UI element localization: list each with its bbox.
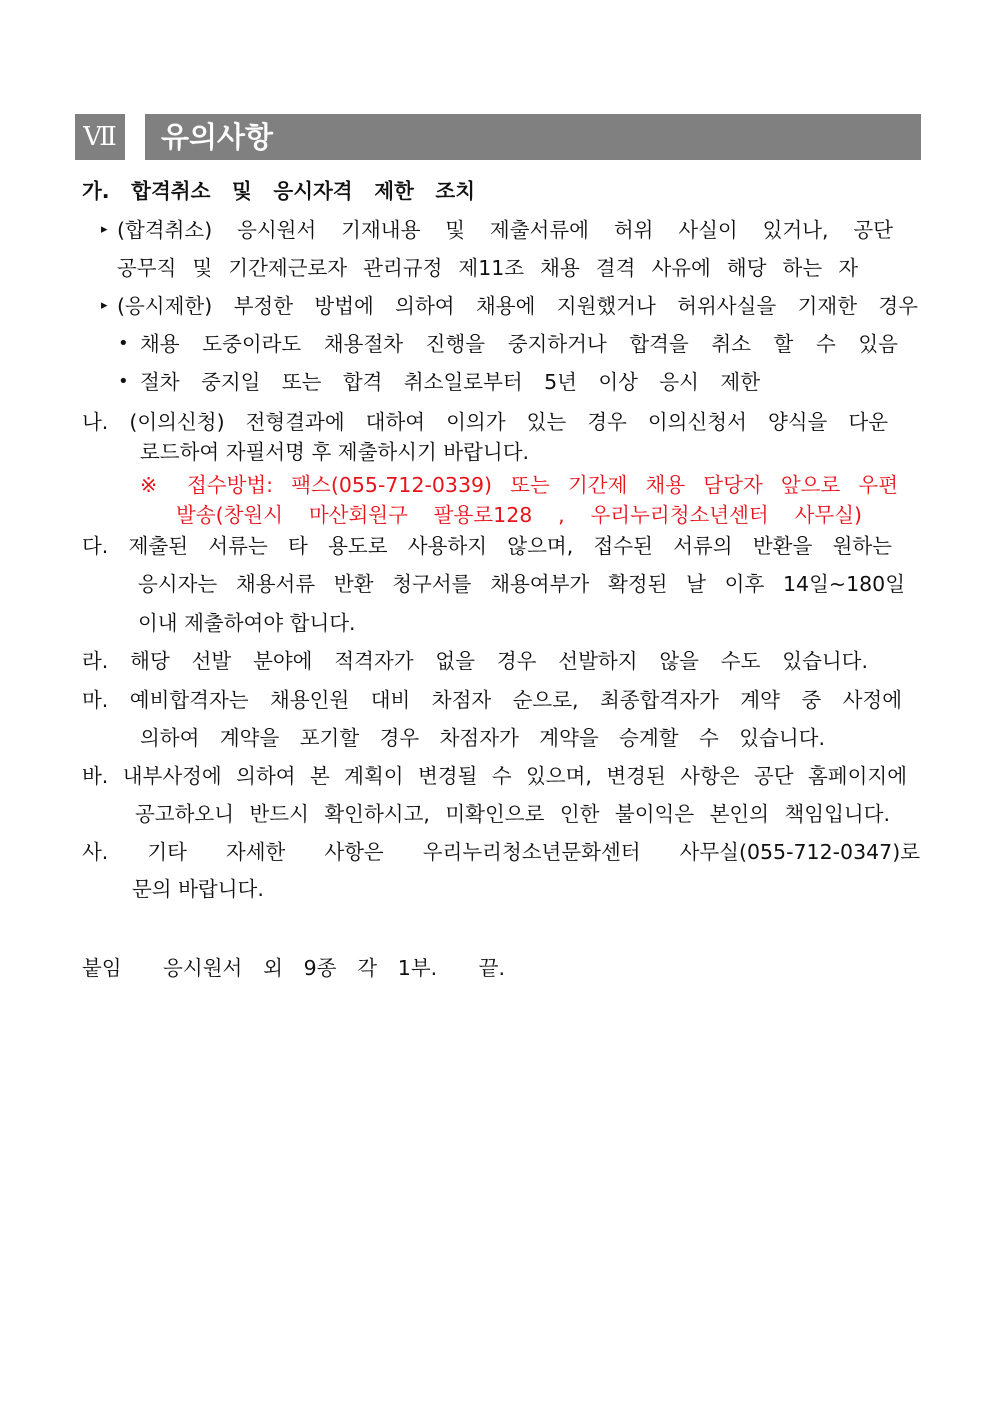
paragraph-da-cont: 이내 제출하여야 합니다. xyxy=(138,611,356,635)
paragraph-sa-cont: 문의 바랍니다. xyxy=(132,877,264,901)
triangle-bullet-icon: ▸ xyxy=(101,298,108,313)
paragraph-sa: 사. 기타 자세한 사항은 우리누리청소년문화센터 사무실(055-712-0347)로 xyxy=(82,840,920,864)
triangle-bullet-icon: ▸ xyxy=(101,222,108,237)
dot-bullet-icon: • xyxy=(118,371,129,392)
list-item: (합격취소) 응시원서 기재내용 및 제출서류에 허위 사실이 있거나, 공단 xyxy=(117,218,893,242)
paragraph-na-cont: 로드하여 자필서명 후 제출하시기 바랍니다. xyxy=(140,440,530,464)
paragraph-ma: 마. 예비합격자는 채용인원 대비 차점자 순으로, 최종합격자가 계약 중 사정에 xyxy=(82,688,902,712)
paragraph-ba-cont: 공고하오니 반드시 확인하시고, 미확인으로 인한 불이익은 본인의 책임입니다. xyxy=(135,802,890,826)
list-item: 공무직 및 기간제근로자 관리규정 제11조 채용 결격 사유에 해당 하는 자 xyxy=(117,256,858,280)
paragraph-ba: 바. 내부사정에 의하여 본 계획이 변경될 수 있으며, 변경된 사항은 공단 홈페이지에 xyxy=(82,764,907,788)
subheading-ga: 가. 합격취소 및 응시자격 제한 조치 xyxy=(82,179,475,203)
submission-address-note: 발송(창원시 마산회원구 팔용로128 , 우리누리청소년센터 사무실) xyxy=(176,503,862,527)
paragraph-ma-cont: 의하여 계약을 포기할 경우 차점자가 계약을 승계할 수 있습니다. xyxy=(140,726,825,750)
paragraph-na: 나. (이의신청) 전형결과에 대하여 이의가 있는 경우 이의신청서 양식을 다운 xyxy=(82,410,888,434)
paragraph-da: 다. 제출된 서류는 타 용도로 사용하지 않으며, 접수된 서류의 반환을 원하는 xyxy=(82,534,892,558)
section-number: Ⅶ xyxy=(75,114,125,160)
list-item: 절차 중지일 또는 합격 취소일로부터 5년 이상 응시 제한 xyxy=(140,370,760,394)
list-item: (응시제한) 부정한 방법에 의하여 채용에 지원했거나 허위사실을 기재한 경우 xyxy=(117,294,918,318)
dot-bullet-icon: • xyxy=(118,333,129,354)
section-title: 유의사항 xyxy=(145,114,921,160)
paragraph-da-cont: 응시자는 채용서류 반환 청구서를 채용여부가 확정된 날 이후 14일~180일 xyxy=(138,572,905,596)
submission-method-note: ※ 접수방법: 팩스(055-712-0339) 또는 기간제 채용 담당자 앞으로 우편 xyxy=(140,473,898,497)
list-item: 채용 도중이라도 채용절차 진행을 중지하거나 합격을 취소 할 수 있음 xyxy=(140,332,898,356)
attachment-line: 붙임 응시원서 외 9종 각 1부. 끝. xyxy=(82,956,505,980)
paragraph-ra: 라. 해당 선발 분야에 적격자가 없을 경우 선발하지 않을 수도 있습니다. xyxy=(82,649,868,673)
